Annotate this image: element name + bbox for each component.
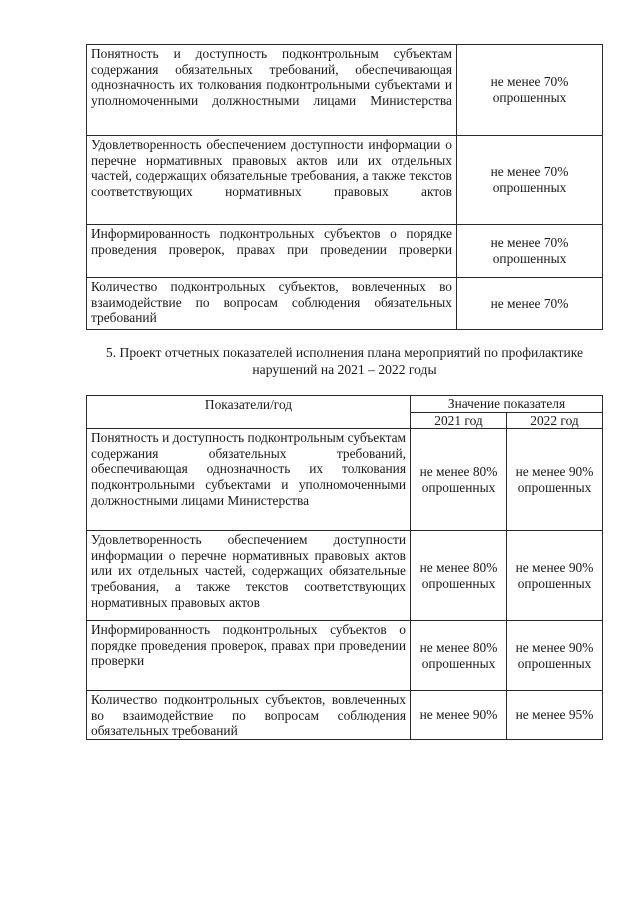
- section-heading: 5. Проект отчетных показателей исполнения плана мероприятий по профилактике нарушений на 2021 – 2022 годы: [105, 345, 584, 377]
- value-cell: не менее 70% опрошенных: [457, 136, 603, 225]
- indicator-cell: Удовлетворенность обеспечением доступности информации о перечне нормативных правовых актов или их отдельных частей, содержащих обязательные требования, а также текстов соответствующих нормативных правовых актов: [87, 136, 457, 225]
- indicator-cell: Информированность подконтрольных субъектов о порядке проведения проверок, правах при проведении проверки: [87, 225, 457, 278]
- table-row: [87, 621, 603, 691]
- value-2022-cell: не менее 90% опрошенных: [507, 621, 603, 691]
- value-2021-cell: не менее 90%: [411, 691, 507, 740]
- header-indicator: Показатели/год: [87, 396, 411, 429]
- indicator-cell: Информированность подконтрольных субъектов о порядке проведения проверок, правах при проведении проверки: [87, 621, 411, 691]
- indicator-cell: Удовлетворенность обеспечением доступности информации о перечне нормативных правовых актов или их отдельных частей, содержащих обязательные требования, а также текстов соответствующих нормативных правовых актов: [87, 531, 411, 621]
- value-2022-cell: не менее 90% опрошенных: [507, 429, 603, 531]
- value-cell: не менее 70%: [457, 278, 603, 330]
- table-row: [87, 136, 603, 225]
- value-2021-cell: не менее 80% опрошенных: [411, 429, 507, 531]
- value-2022-cell: не менее 95%: [507, 691, 603, 740]
- value-2022-cell: не менее 90% опрошенных: [507, 531, 603, 621]
- indicators-table-top: [86, 44, 603, 330]
- value-2021-cell: не менее 80% опрошенных: [411, 621, 507, 691]
- header-year-2021: 2021 год: [411, 412, 507, 429]
- indicator-cell: Количество подконтрольных субъектов, вовлеченных во взаимодействие по вопросам соблюдения обязательных требований: [87, 278, 457, 330]
- header-row: [87, 396, 603, 413]
- value-2021-cell: не менее 80% опрошенных: [411, 531, 507, 621]
- table-row: [87, 691, 603, 740]
- table-row: [87, 531, 603, 621]
- indicator-cell: Количество подконтрольных субъектов, вовлеченных во взаимодействие по вопросам соблюдения обязательных требований: [87, 691, 411, 740]
- header-value: Значение показателя: [411, 396, 603, 413]
- table-row: [87, 45, 603, 136]
- table-row: [87, 278, 603, 330]
- value-cell: не менее 70% опрошенных: [457, 45, 603, 136]
- indicators-table-years: [86, 395, 603, 740]
- table-row: [87, 225, 603, 278]
- table-row: [87, 429, 603, 531]
- indicator-cell: Понятность и доступность подконтрольным субъектам содержания обязательных требований, обеспечивающая однозначность их толкования подконтрольными субъектами и уполномоченными должностными лицами Министерства: [87, 429, 411, 531]
- header-year-2022: 2022 год: [507, 412, 603, 429]
- value-cell: не менее 70% опрошенных: [457, 225, 603, 278]
- indicator-cell: Понятность и доступность подконтрольным субъектам содержания обязательных требований, обеспечивающая однозначность их толкования подконтрольными субъектами и уполномоченными должностными лицами Министерства: [87, 45, 457, 136]
